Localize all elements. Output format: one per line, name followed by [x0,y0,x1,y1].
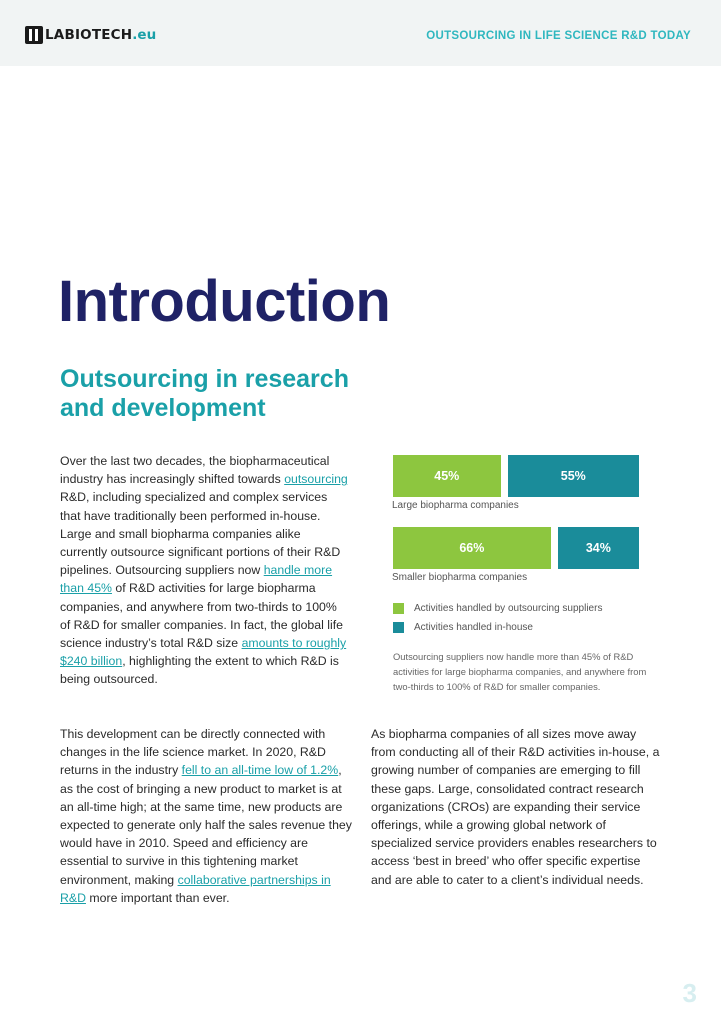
link-rd-size-240-billion[interactable]: amounts to roughly $240 billion [60,636,347,669]
page-number: 3 [682,978,697,1008]
link-collaborative-partnerships[interactable]: collaborative partnerships in R&D [60,872,331,905]
bar-value-label: 45% [434,469,460,483]
intro-paragraph-3: As biopharma companies of all sizes move away from conducting all of their R&D activities in-house, a growing number of companies are emerging to fill these gaps. Large, consolidated contract research organizations (CROs) are expanding their service offerings, while a growing global network of specialized service providers enables researchers to access ‘best in breed’ who offer specific expertise and are able to cater to a client’s individual needs. [371,727,660,887]
header-title: OUTSOURCING IN LIFE SCIENCE R&D TODAY [426,30,691,42]
labiotech-logo[interactable] [25,26,156,44]
text-run: This development can be directly connected with changes in the life science market. In 2020, R&D returns in the industry [60,727,326,778]
text-run: more important than ever. [85,890,230,905]
link-outsourcing[interactable]: outsourcing [284,472,348,487]
legend-swatch-teal [393,622,404,633]
legend-label: Activities handled by outsourcing suppliers [414,603,603,614]
bar-large-outsourced [393,455,501,497]
labiotech-logo-icon [25,26,43,44]
logo-wordmark: LABIOTECH [45,27,133,43]
page-header [0,0,721,66]
bar-value-label: 55% [560,469,586,483]
text-run: Over the last two decades, the biopharmaceutical industry has increasingly shifted towards [60,454,330,487]
intro-paragraph-1 [60,452,350,689]
intro-paragraph-2 [60,725,356,907]
text-run: R&D, including specialized and complex services that have traditionally been performed in-house. Large and small biopharma companies alike currently outsource significant portions of their R&D pipelines. Outsourcing suppliers now [60,490,341,578]
link-handle-more-than-45[interactable]: handle more than 45% [60,563,333,596]
link-rd-returns-low[interactable]: fell to an all-time low of 1.2% [181,763,339,778]
page-title: Introduction [58,269,391,334]
bar-value-label: 66% [459,541,485,555]
chart-caption: Outsourcing suppliers now handle more than 45% of R&D activities for large biopharma companies, and anywhere from two-thirds to 100% of R&D for smaller companies. [393,651,647,692]
bar-value-label: 34% [585,541,611,555]
legend-item-inhouse [393,622,533,633]
bar-large-inhouse [508,455,639,497]
legend-item-outsourced [393,603,602,614]
category-label-small: Smaller biopharma companies [392,572,528,583]
bar-small-outsourced [393,527,551,569]
legend-swatch-green [393,603,404,614]
logo-tld: .eu [132,27,157,43]
text-run: , highlighting the extent to which R&D is being outsourced. [60,654,339,687]
bar-small-inhouse [558,527,639,569]
category-label-large: Large biopharma companies [392,500,519,511]
section-subtitle: Outsourcing in research and development [60,365,349,422]
text-run: , as the cost of bringing a new product to market is at an all-time high; at the same time, new products are expected to generate only half the sales revenue they would have in 2010. Speed and efficiency are essential to survive in this tightening market environment, making [60,763,352,887]
legend-label: Activities handled in-house [414,622,533,633]
text-run: of R&D activities for large biopharma companies, and anywhere from two-thirds to 100% of R&D for smaller companies. In fact, the global life science industry’s total R&D size [60,581,343,651]
